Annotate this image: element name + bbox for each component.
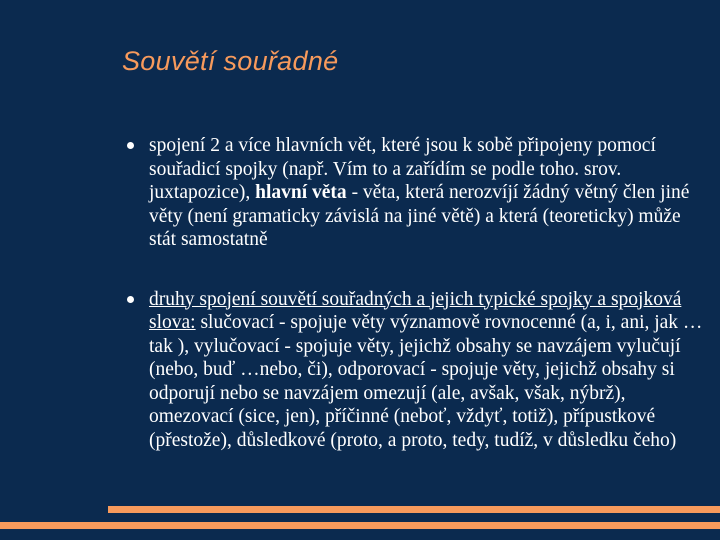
slide-title: Souvětí souřadné [122, 46, 339, 76]
bullet-text: - věta, která nerozvíjí žádný větný člen jiné věty (není gramaticky závislá na jiné větě) a která (teoreticky) může stát samostatně [149, 182, 690, 250]
bullet-list [127, 134, 707, 452]
bullet-underlined-heading: druhy spojení souvětí souřadných a jejich typické spojky a spojková slova: [149, 288, 682, 333]
accent-bar-top [108, 506, 720, 513]
bullet-dot-icon [127, 296, 134, 303]
bullet-item-types [127, 288, 707, 453]
bullet-bold-term: hlavní věta [255, 182, 347, 203]
bullet-dot-icon [127, 142, 134, 149]
accent-bar-bottom [0, 522, 720, 529]
bullet-item-definition [127, 134, 707, 252]
bullet-text: slučovací - spojuje věty významově rovnocenné (a, i, ani, jak …tak ), vylučovací - spojuje věty, jejichž obsahy se navzájem vylučují (nebo, buď …nebo, či), odporovací - spojuje věty, jejichž obsahy si odporují nebo se navzájem omezují (ale, avšak, však, nýbrž), omezovací (sice, jen), příčinné (neboť, vždyť, totiž), přípustkové (přestože), důsledkové (proto, a proto, tedy, tudíž, v důsledku čeho) [149, 312, 703, 451]
bullet-text: spojení 2 a více hlavních vět, které jsou k sobě připojeny pomocí souřadicí spojky (např. Vím to a zařídím se podle toho. srov. juxtapozice), [149, 135, 656, 203]
